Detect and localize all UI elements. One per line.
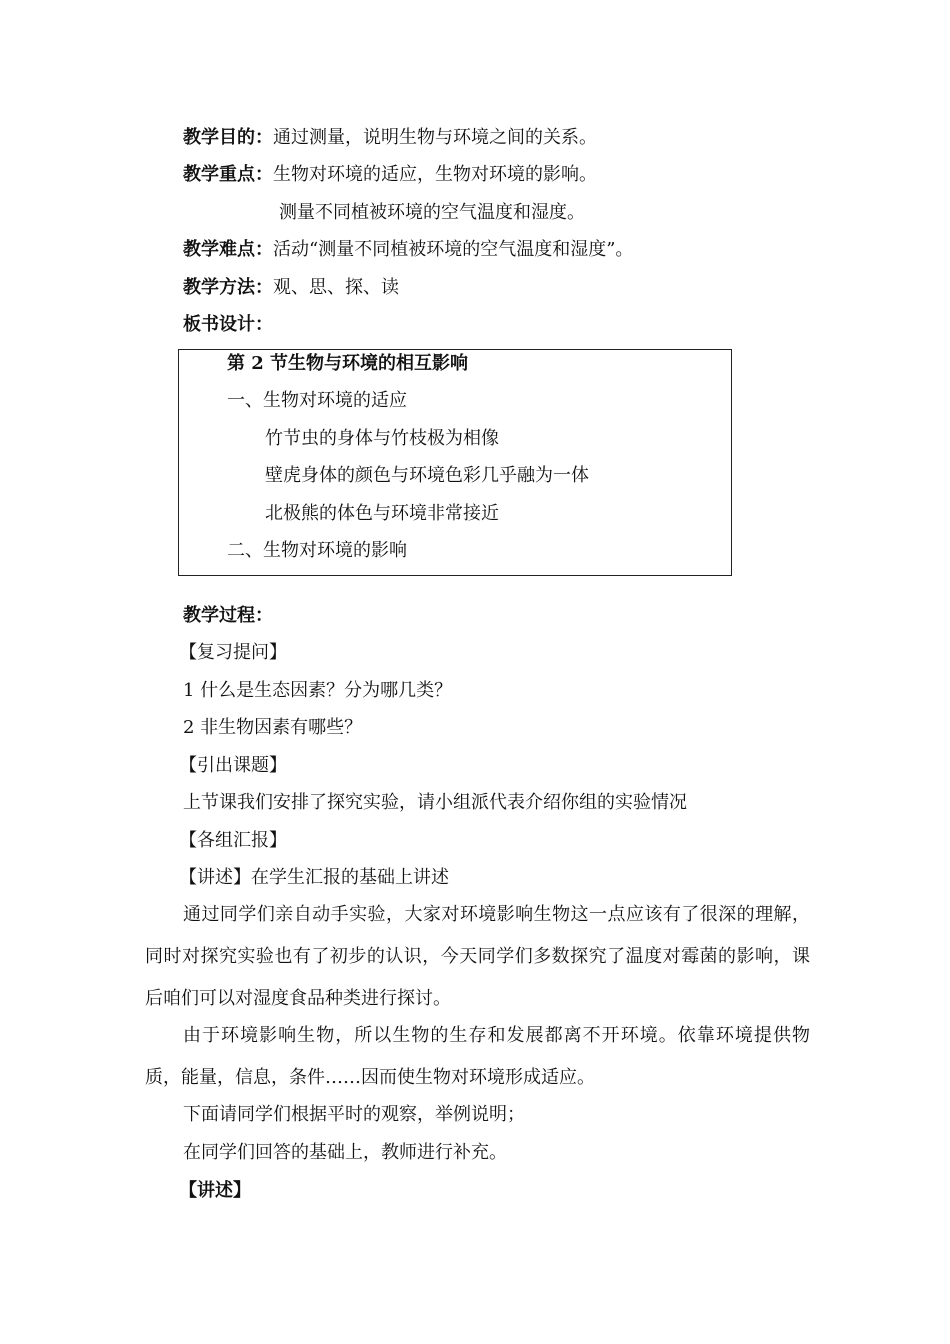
board-item-1: 竹节虫的身体与竹枝极为相像 xyxy=(265,428,499,449)
board-design-label: 板书设计： xyxy=(183,314,273,335)
report-header: 【各组汇报】 xyxy=(179,830,287,851)
lecture-line: 【讲述】在学生汇报的基础上讲述 xyxy=(179,867,449,888)
process-label: 教学过程： xyxy=(183,605,273,626)
goal-text: 通过测量，说明生物与环境之间的关系。 xyxy=(273,127,597,148)
difficulty-label: 教学难点： xyxy=(183,239,273,260)
board-design-box xyxy=(178,349,732,576)
goal-row xyxy=(183,126,597,150)
paragraph-1: 通过同学们亲自动手实验，大家对环境影响生物这一点应该有了很深的理解，同时对探究实验也有了初步的认识，今天同学们多数探究了温度对霉菌的影响，课后咱们可以对湿度食品种类进行探讨。 xyxy=(145,904,810,1009)
key-point-label: 教学重点： xyxy=(183,164,273,185)
intro-header: 【引出课题】 xyxy=(179,755,287,776)
paragraph-2: 由于环境影响生物，所以生物的生存和发展都离不开环境。依靠环境提供物质，能量，信息，条件……因而使生物对环境形成适应。 xyxy=(145,1025,810,1088)
board-item-3: 北极熊的体色与环境非常接近 xyxy=(265,503,499,524)
board-section-1: 一、生物对环境的适应 xyxy=(227,390,407,411)
board-item-2: 壁虎身体的颜色与环境色彩几乎融为一体 xyxy=(265,465,589,486)
question-2: 2 非生物因素有哪些？ xyxy=(183,717,363,738)
question-1: 1 什么是生态因素？分为哪几类？ xyxy=(183,680,453,701)
goal-label: 教学目的： xyxy=(183,127,273,148)
lecture-header: 【讲述】 xyxy=(179,1180,251,1201)
method-text: 观、思、探、读 xyxy=(273,277,399,298)
method-label: 教学方法： xyxy=(183,277,273,298)
difficulty-row xyxy=(183,238,633,262)
method-row xyxy=(183,276,399,300)
key-point-text-1: 生物对环境的适应，生物对环境的影响。 xyxy=(273,164,597,185)
key-point-row xyxy=(183,163,597,187)
board-section-2: 二、生物对环境的影响 xyxy=(227,540,407,561)
key-point-text-2: 测量不同植被环境的空气温度和湿度。 xyxy=(279,202,585,223)
review-header: 【复习提问】 xyxy=(179,642,287,663)
board-title: 第 2 节生物与环境的相互影响 xyxy=(227,353,469,374)
difficulty-text: 活动“测量不同植被环境的空气温度和湿度”。 xyxy=(273,239,634,260)
teacher-supplement-line: 在同学们回答的基础上，教师进行补充。 xyxy=(183,1142,507,1163)
intro-text: 上节课我们安排了探究实验，请小组派代表介绍你组的实验情况 xyxy=(183,792,687,813)
instruction-line: 下面请同学们根据平时的观察，举例说明； xyxy=(183,1104,525,1125)
